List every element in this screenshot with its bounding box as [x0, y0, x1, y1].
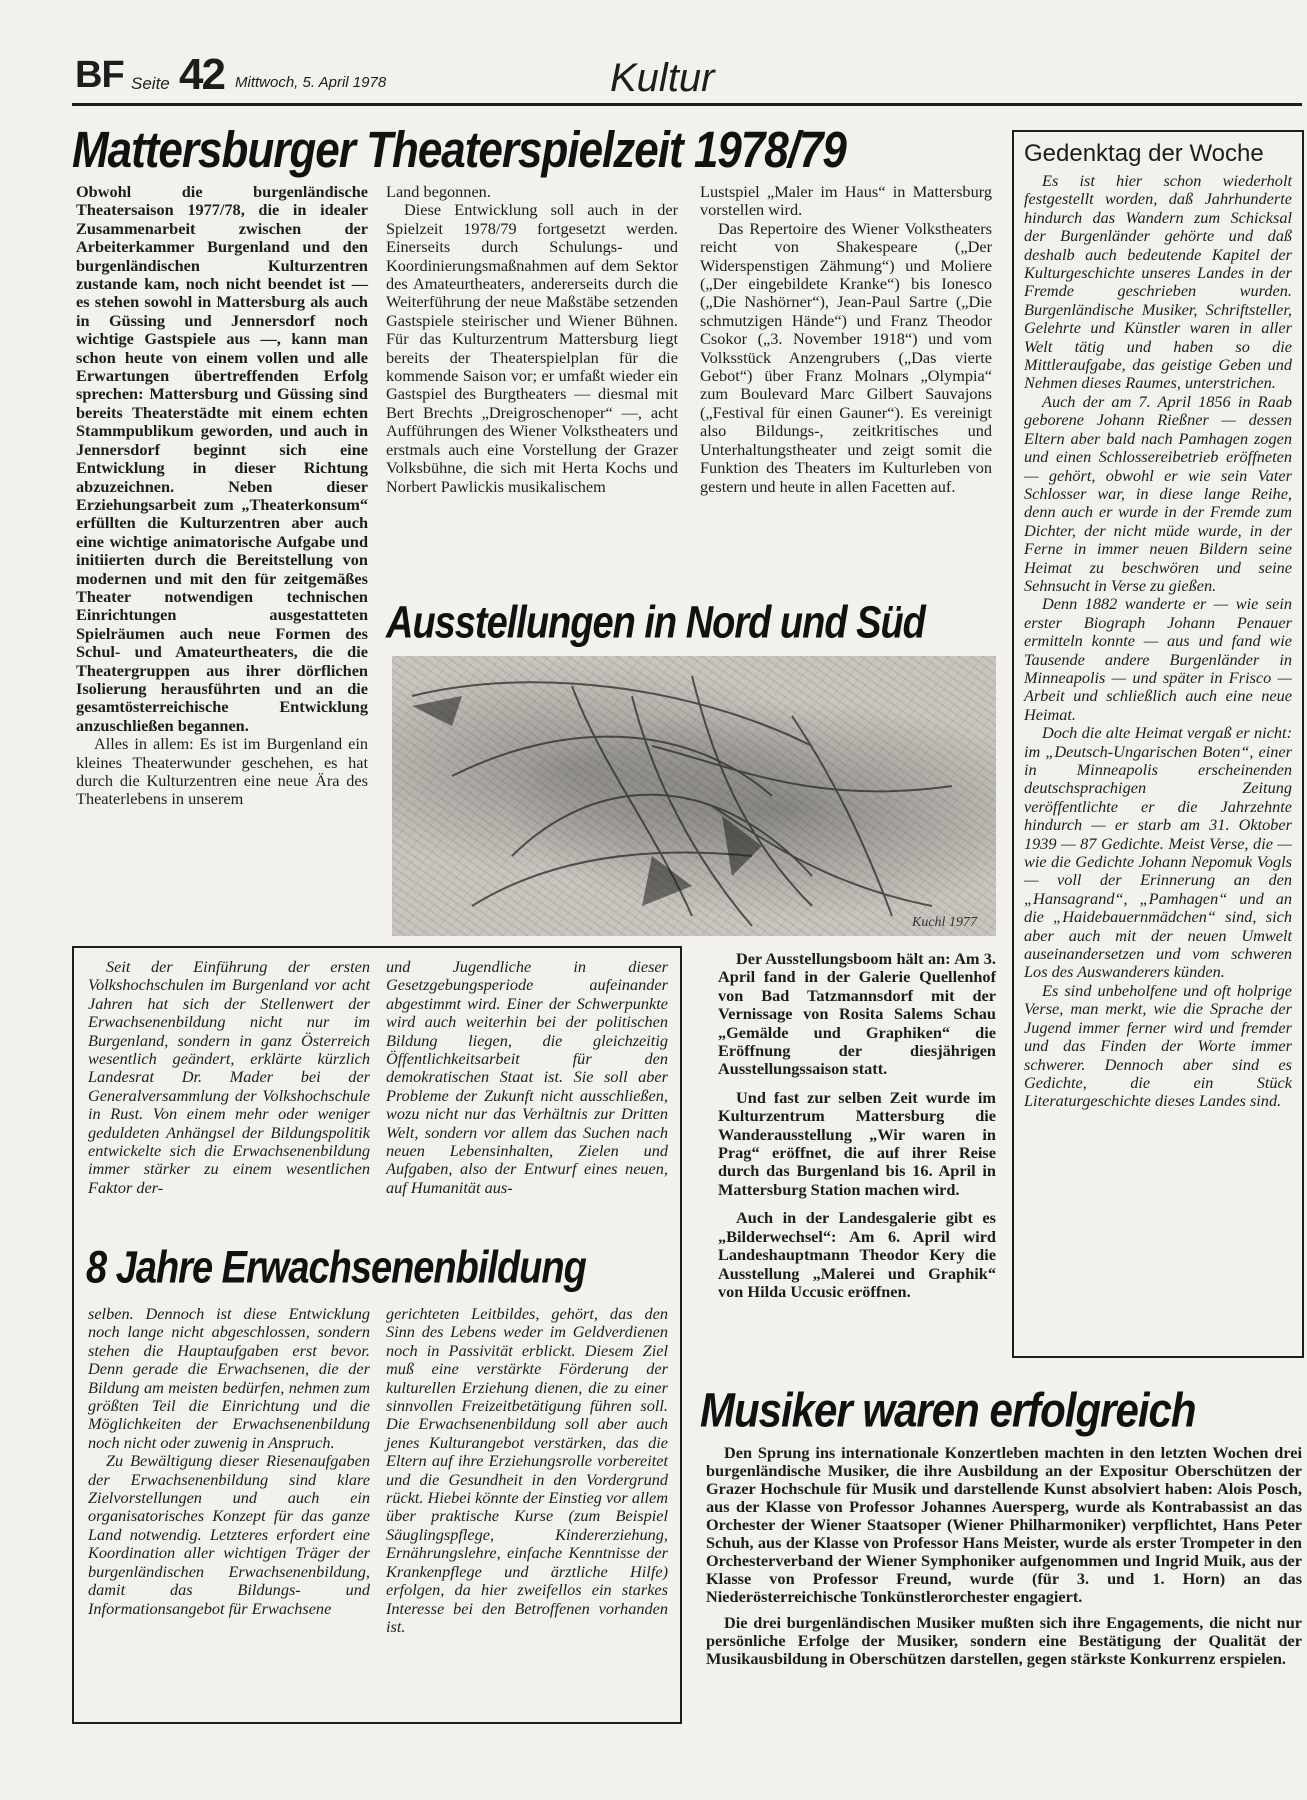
erwachsenenbildung-upper-right	[386, 958, 668, 1197]
issue-date: Mittwoch, 5. April 1978	[235, 74, 387, 91]
page-label: Seite	[131, 74, 170, 93]
theater-paragraph: Diese Entwicklung soll auch in der Spielzeit 1978/79 fortgesetzt werden. Einerseits durch Schulungs- und Koordinierungsmaßnahmen auf dem Sektor des Amateurtheaters, andererseits durch die Weiterführung der neue Maßstäbe setzenden Gastspiele steirischer und Wiener Bühnen. Für das Kulturzentrum Mattersburg liegt bereits der Theaterspielplan für die kommende Saison vor; er umfaßt wieder ein Gastspiel des Burgtheaters — diesmal mit Bert Brechts „Dreigroschenoper“ —, acht Aufführungen des Wiener Volkstheaters und erstmals auch eine Vorstellung der Grazer Volksbühne, die sich mit Herta Kochs und Norbert Pawlickis musikalischem	[386, 200, 678, 496]
erwachsenenbildung-lower-left	[88, 1305, 370, 1618]
article-theater-col3	[700, 183, 992, 496]
gedenktag-paragraph: Auch der am 7. April 1856 in Raab geborene Johann Rießner — dessen Eltern aber bald nach Pamhagen zogen und einen Schlossereibetrieb eröffneten — gehört, obwohl er wie sein Vater Schlosser war, in diese lange Reihe, denn auch er wurde in der Fremde zum Dichter, der nicht müde wurde, in der Ferne in immer neuen Bildern seine Heimat zu beschwören und seine Sehnsucht in Verse zu gießen.	[1024, 391, 1292, 595]
gedenktag-paragraph: Denn 1882 wanderte er — wie sein erster Biograph Johann Penauer ermitteln konnte — aus und fand wie Tausende andere Burgenländer in Minneapolis — und später in Frisco — Arbeit und schließlich auch eine neue Heimat.	[1024, 594, 1292, 724]
artwork-lines	[392, 656, 996, 936]
headline-ausstellungen: Ausstellungen in Nord und Süd	[386, 598, 925, 649]
artwork-graphic	[392, 656, 996, 936]
erwachsenenbildung-paragraph: und Jugendliche in dieser Gesetzgebungsperiode aufeinander abgestimmt wird. Einer der Schwerpunkte wird auch weiterhin bei der politischen Bildung liegen, die gleichzeitig Öffentlichkeitsarbeit für den demokratischen Staat ist. Sie soll aber Probleme der Zukunft nicht ausschließen, wozu nicht nur das Verhältnis zur Dritten Welt, sondern vor allem das Suchen nach neuen Lebensinhalten, Zielen und Aufgaben, also der Entwurf eines neuen, auf Humanität aus-	[386, 957, 668, 1197]
newspaper-logo: BF	[75, 54, 124, 96]
gedenktag-paragraph: Es sind unbeholfene und oft holprige Verse, man merkt, wie die Sprache der Jugend immer ferner wird und fremder und das Finden der Worte immer schwerer. Dennoch aber sind es Gedichte, die ein Stück Literaturgeschichte dieses Landes sind.	[1024, 980, 1292, 1111]
article-musiker	[706, 1444, 1302, 1668]
gedenktag-title: Gedenktag der Woche	[1024, 140, 1264, 167]
theater-lead-paragraph: Obwohl die burgenländische Theatersaison 1977/78, die in idealer Zusammenarbeit zwischen der Arbeiterkammer Burgenland und den burgenländischen Kulturzentren zustande kam, noch nicht beendet ist — es stehen sowohl in Mattersburg als auch in Güssing und Jennersdorf noch wichtige Gastspiele aus —, kann man schon heute von einem vollen und alle Erwartungen übertreffenden Erfolg sprechen: Mattersburg und Güssing sind bereits Theaterstädte mit einem echten Stammpublikum geworden, und auch in Jennersdorf beginnt sich eine Entwicklung in dieser Richtung abzuzeichnen. Neben dieser Erziehungsarbeit zum „Theaterkonsum“ erfüllten die Kulturzentren aber auch eine wichtige animatorische Aufgabe und initiierten durch die Bereitstellung von modernen und mit den für zeitgemäßes Theater notwendigen technischen Einrichtungen ausgestatteten Spielräumen auch neue Formen des Schul- und Amateurtheaters, die die Theatergruppen aus ihrer dörflichen Isolierung herausführten und an die gesamtösterreichische Entwicklung anzuschließen begannen.	[76, 182, 368, 735]
article-ausstellungen	[718, 950, 996, 1301]
gedenktag-paragraph: Doch die alte Heimat vergaß er nicht: im „Deutsch-Ungarischen Boten“, einer in Minneapolis erscheinenden deutschsprachigen Zeitung veröffentlichte er die Jahrzehnte hindurch — er starb am 31. Oktober 1939 — 87 Gedichte. Meist Verse, die — wie die Gedichte Johann Nepomuk Vogls — voll der Erinnerung an den „Hansagrand“, „Pamhagen“ und an die „Haidebauernmädchen“ sind, sich aber auch mit der neuen Umwelt auseinandersetzen und vom schweren Los des Auswanderers künden.	[1024, 723, 1292, 982]
theater-paragraph: Lustspiel „Maler im Haus“ in Mattersburg vorstellen wird.	[700, 182, 992, 220]
musiker-paragraph: Die drei burgenländischen Musiker mußten sich ihre Engagements, die nicht nur persönliche Erfolge der Musiker, sondern eine Bestätigung der Qualität der Musikausbildung in Oberschützen darstellen, gegen stärkste Konkurrenz erspielen.	[706, 1613, 1302, 1668]
masthead-rule	[72, 103, 1302, 106]
erwachsenenbildung-paragraph: gerichteten Leitbildes, gehört, das den Sinn des Lebens weder im Geldverdienen noch in Passivität erblickt. Diesem Ziel muß eine verstärkte Förderung der kulturellen Erziehung dienen, die zu einer sinnvollen Freizeitbetätigung führen soll. Die Erwachsenenbildung soll aber auch jenes Kulturangebot verstärken, das die Eltern auf ihre Erziehungsrolle vorbereitet und die Gesundheit in den Vordergrund rückt. Hiebei könnte der Einstieg vor allem über praktische Kurse (zum Beispiel Säuglingspflege, Kindererziehung, Ernährungslehre, einfache Kenntnisse der Krankenpflege und ärztliche Hilfe) erfolgen, da hier zweifellos ein starkes Interesse bei den Betroffenen vorhanden ist.	[386, 1304, 668, 1636]
ausstellungen-paragraph: Auch in der Landesgalerie gibt es „Bilderwechsel“: Am 6. April wird Landeshauptmann Theodor Kery die Ausstellung „Malerei und Graphik“ von Hilda Uccusic eröffnen.	[718, 1208, 996, 1301]
erwachsenenbildung-paragraph: Seit der Einführung der ersten Volkshochschulen im Burgenland vor acht Jahren hat sich der Stellenwert der Erwachsenenbildung nicht nur im Burgenland, sondern in ganz Österreich wesentlich geändert, erklärte kürzlich Landesrat Dr. Mader bei der Generalversammlung der Volkshochschule in Rust. Von einem mehr oder weniger geduldeten Anhängsel der Bildungspolitik entwickelte sich die Erwachsenenbildung immer stärker zu einem wesentlichen Faktor der-	[88, 957, 370, 1197]
ausstellungen-paragraph: Der Ausstellungsboom hält an: Am 3. April fand in der Galerie Quellenhof von Bad Tatzmannsdorf mit der Vernissage von Rosita Salems Schau „Gemälde und Graphiken“ die Eröffnung der diesjährigen Ausstellungssaison statt.	[718, 949, 996, 1079]
headline-musiker: Musiker waren erfolgreich	[700, 1383, 1196, 1438]
gedenktag-paragraph: Es ist hier schon wiederholt festgestellt worden, daß Jahrhunderte hindurch das Wandern zum Schicksal der Burgenländer gehörte und daß deshalb auch bedeutende Kapitel der Kulturgeschichte unseres Landes in der Fremde geschrieben wurden. Burgenländische Musiker, Schriftsteller, Gelehrte und Künstler waren in aller Welt tätig und haben so die Mittleraufgabe, das geistige Geben und Nehmen dieses Raumes, unterstrichen.	[1024, 171, 1292, 393]
headline-theaterspielzeit: Mattersburger Theaterspielzeit 1978/79	[72, 122, 846, 179]
theater-paragraph: Das Repertoire des Wiener Volkstheaters reicht von Shakespeare („Der Widerspenstigen Zähmung“) und Moliere („Der eingebildete Kranke“) bis Ionesco („Die Nashörner“), Jean-Paul Sartre („Die schmutzigen Hände“) und Franz Theodor Csokor („3. November 1918“) und vom Volksstück Anzengrubers („Das vierte Gebot“) über Franz Molnars „Olympia“ zum Boulevard Marc Gilbert Sauvajons („Festival für einen Gauner“). Es vereinigt also Bildungs-, zeitkritisches und Unterhaltungstheater und zeigt somit die Funktion des Theaters im Kulturleben von gestern und heute in allen Facetten auf.	[700, 218, 992, 496]
erwachsenenbildung-paragraph: selben. Dennoch ist diese Entwicklung noch lange nicht abgeschlossen, sondern stehen die Hauptaufgaben erst bevor. Denn gerade die Erwachsenen, die der Bildung am meisten bedürfen, nehmen zum größten Teil die Einrichtung und die Möglichkeiten der Erwachsenenbildung noch nicht oder zuwenig in Anspruch.	[88, 1304, 370, 1452]
artwork-signature: Kuchl 1977	[912, 915, 977, 930]
erwachsenenbildung-upper-left	[88, 958, 370, 1197]
ausstellungen-paragraph: Und fast zur selben Zeit wurde im Kulturzentrum Mattersburg die Wanderausstellung „Wir waren in Prag“ eröffnet, die auf ihrer Reise durch das Burgenland bis 16. April in Mattersburg Station machen wird.	[718, 1087, 996, 1199]
article-theater-col1	[76, 183, 368, 809]
article-theater-col2	[386, 183, 678, 496]
headline-erwachsenenbildung: 8 Jahre Erwachsenenbildung	[86, 1243, 586, 1294]
page-number: 42	[179, 50, 224, 99]
section-title: Kultur	[610, 56, 715, 100]
erwachsenenbildung-lower-right	[386, 1305, 668, 1636]
theater-paragraph: Land begonnen.	[386, 182, 491, 201]
theater-paragraph: Alles in allem: Es ist im Burgenland ein kleines Theaterwunder geschehen, es hat durch die Kulturzentren eine neue Ära des Theaterlebens in unserem	[76, 734, 368, 809]
erwachsenenbildung-paragraph: Zu Bewältigung dieser Riesenaufgaben der Erwachsenenbildung sind klare Zielvorstellungen und auch ein organisatorisches Konzept für das ganze Land notwendig. Letzteres erfordert eine Koordination aller wichtigen Träger der burgenländischen Erwachsenenbildung, damit das Bildungs- und Informationsangebot für Erwachsene	[88, 1451, 370, 1618]
musiker-paragraph: Den Sprung ins internationale Konzertleben machten in den letzten Wochen drei burgenländische Musiker, die ihre Ausbildung an der Expositur Oberschützen der Grazer Hochschule für Musik und darstellende Kunst absolviert haben: Alois Posch, aus der Klasse von Professor Johannes Auersperg, wurde als Kontrabassist an das Orchester der Wiener Staatsoper (Wiener Philharmoniker) verpflichtet, Hans Peter Schuh, aus der Klasse von Professor Hans Meister, wurde als erster Trompeter in den Orchesterverband der Wiener Symphoniker aufgenommen und Ingrid Muik, aus der Klasse von Professor Freund, wurde (für 3. und 1. Horn) an das Niederösterreichische Tonkünstlerorchester engagiert.	[706, 1443, 1302, 1606]
gedenktag-text	[1024, 172, 1292, 1111]
